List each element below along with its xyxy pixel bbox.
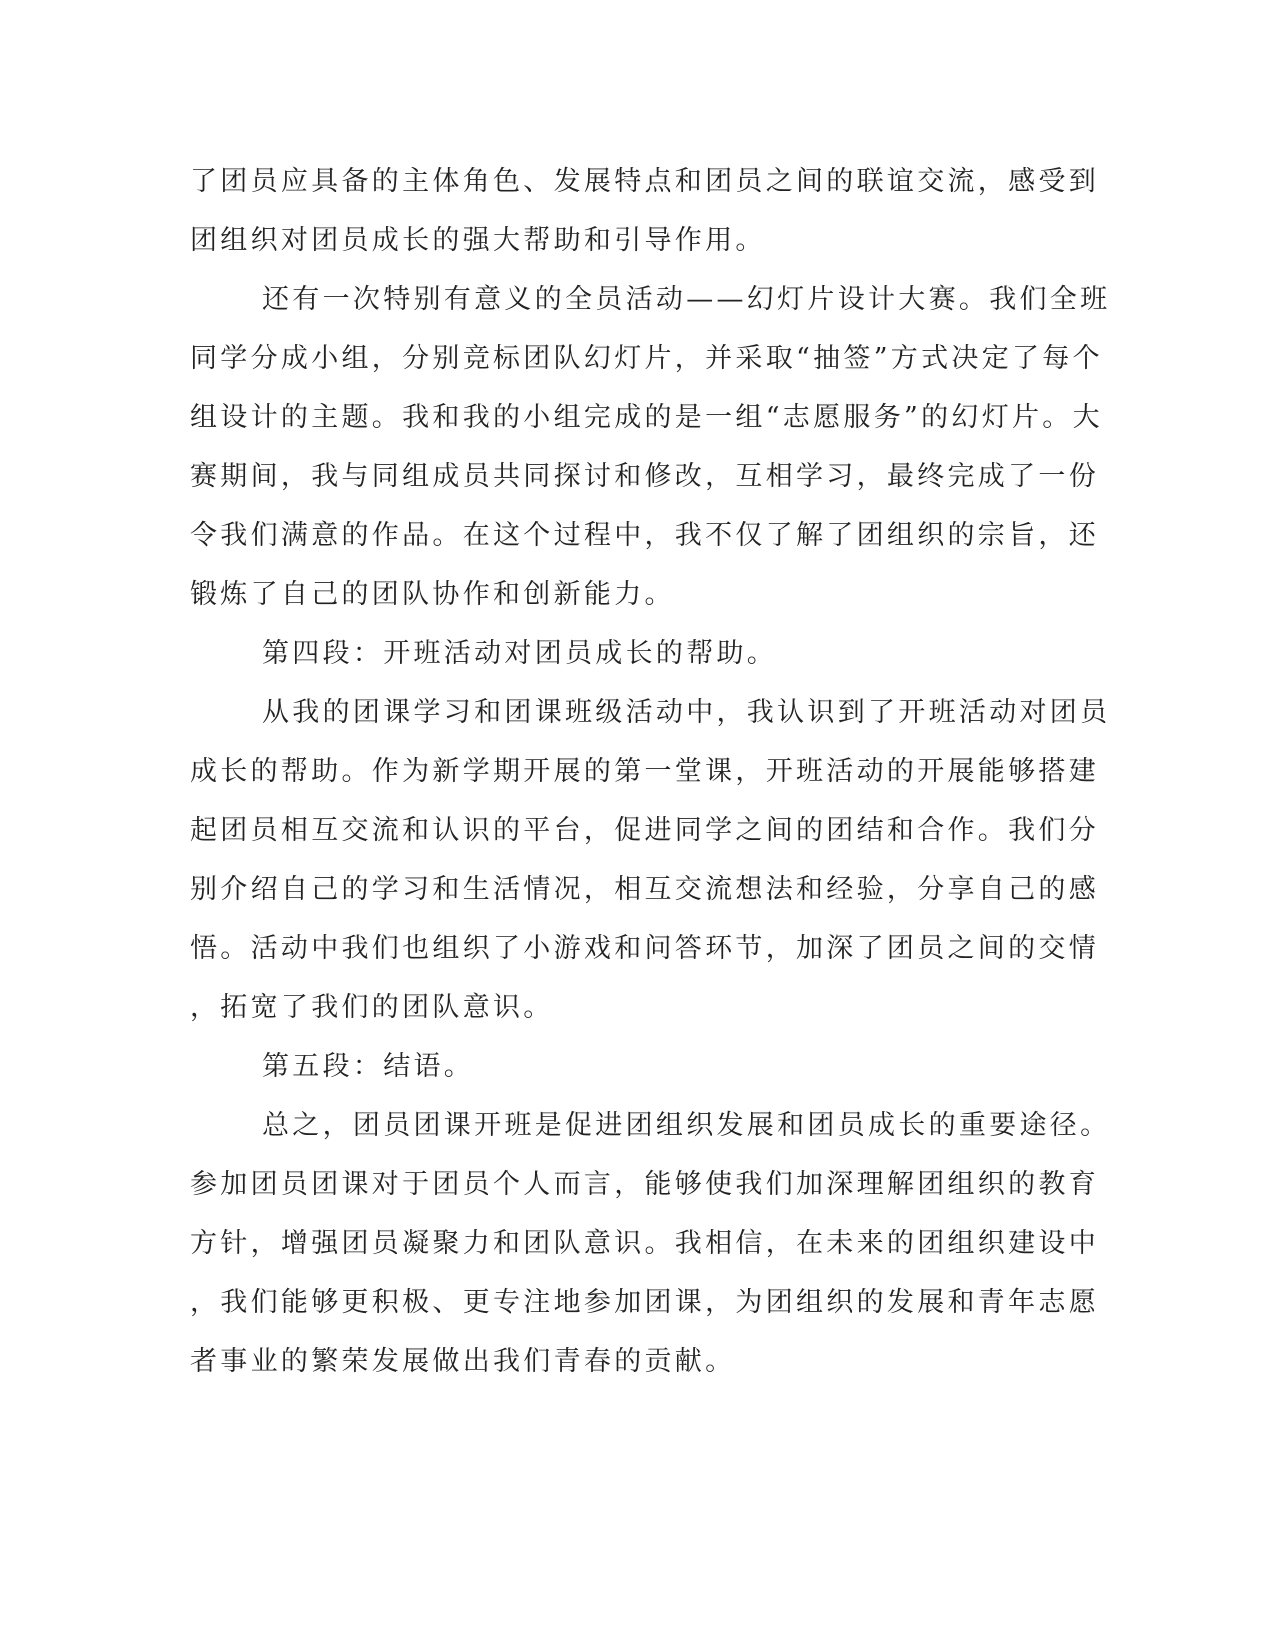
text-line: 悟。活动中我们也组织了小游戏和问答环节，加深了团员之间的交情 (190, 933, 1099, 964)
text-line: 起团员相互交流和认识的平台，促进同学之间的团结和合作。我们分 (190, 815, 1099, 846)
text-line: 团组织对团员成长的强大帮助和引导作用。 (190, 225, 766, 256)
section-heading-5: 第五段：结语。 (262, 1051, 475, 1082)
text-line: 者事业的繁荣发展做出我们青春的贡献。 (190, 1346, 736, 1377)
text-line: 方针，增强团员凝聚力和团队意识。我相信，在未来的团组织建设中 (190, 1228, 1099, 1259)
text-line: ，拓宽了我们的团队意识。 (190, 992, 554, 1023)
text-line: 赛期间，我与同组成员共同探讨和修改，互相学习，最终完成了一份 (190, 461, 1099, 492)
text-line: 参加团员团课对于团员个人而言，能够使我们加深理解团组织的教育 (190, 1169, 1099, 1200)
text-line: ，我们能够更积极、更专注地参加团课，为团组织的发展和青年志愿 (190, 1287, 1099, 1318)
text-line: 令我们满意的作品。在这个过程中，我不仅了解了团组织的宗旨，还 (190, 520, 1099, 551)
paragraph-start-line: 还有一次特别有意义的全员活动——幻灯片设计大赛。我们全班 (262, 284, 1111, 315)
text-line: 别介绍自己的学习和生活情况，相互交流想法和经验，分享自己的感 (190, 874, 1099, 905)
section-heading-4: 第四段：开班活动对团员成长的帮助。 (262, 638, 778, 669)
text-line: 组设计的主题。我和我的小组完成的是一组“志愿服务”的幻灯片。大 (190, 402, 1103, 433)
text-line: 了团员应具备的主体角色、发展特点和团员之间的联谊交流，感受到 (190, 166, 1099, 197)
text-line: 同学分成小组，分别竞标团队幻灯片，并采取“抽签”方式决定了每个 (190, 343, 1103, 374)
paragraph-start-line: 从我的团课学习和团课班级活动中，我认识到了开班活动对团员 (262, 697, 1111, 728)
text-line: 锻炼了自己的团队协作和创新能力。 (190, 579, 675, 610)
paragraph-start-line: 总之，团员团课开班是促进团组织发展和团员成长的重要途径。 (262, 1110, 1111, 1141)
text-line: 成长的帮助。作为新学期开展的第一堂课，开班活动的开展能够搭建 (190, 756, 1099, 787)
